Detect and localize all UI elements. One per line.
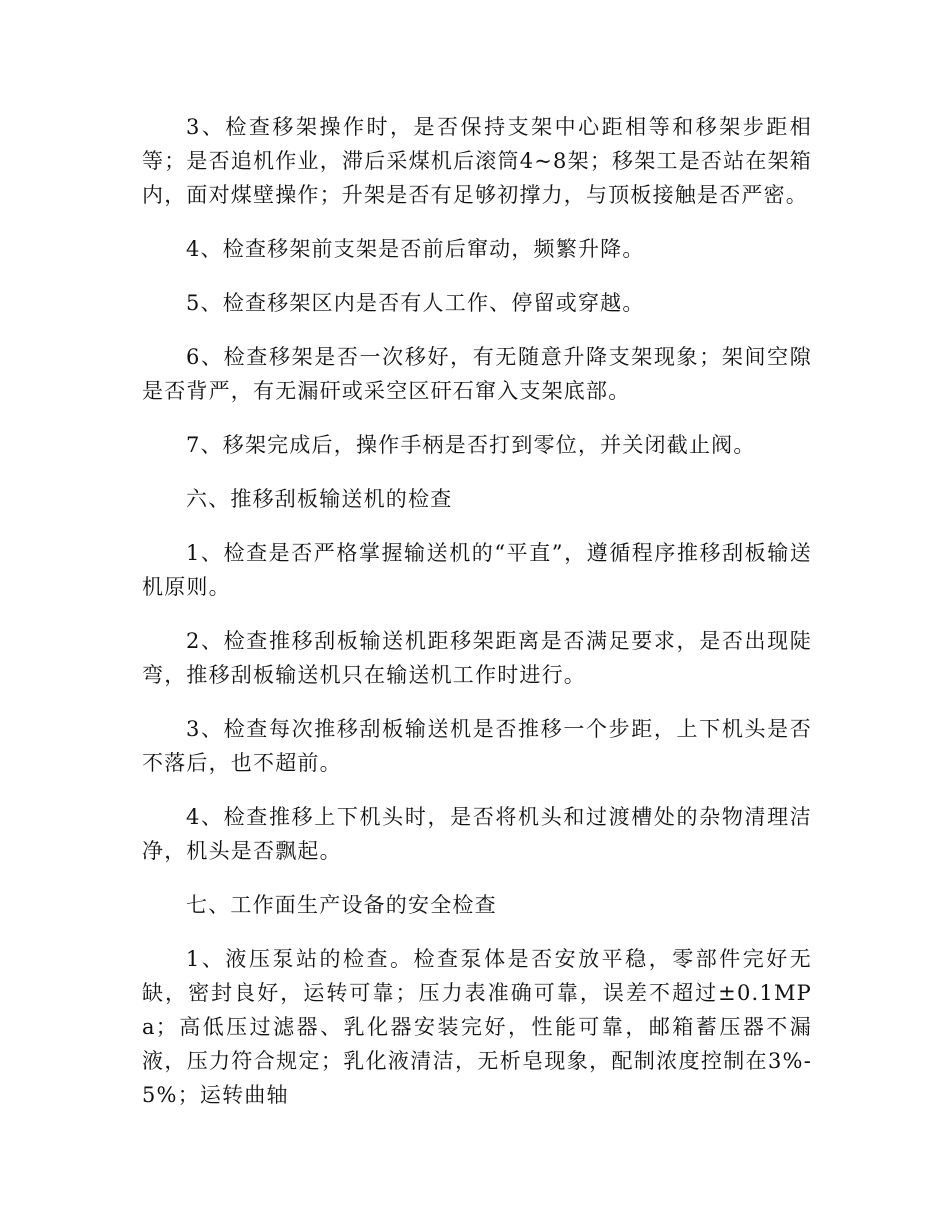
paragraph-conveyor-item-1: 1、检查是否严格掌握输送机的“平直”，遵循程序推移刮板输送机原则。 (142, 541, 812, 599)
paragraph-item-7-handle-zero: 7、移架完成后，操作手柄是否打到零位，并关闭截止阀。 (186, 433, 756, 457)
document-body (142, 110, 812, 1132)
paragraph-item-5-moving-zone: 5、检查移架区内是否有人工作、停留或穿越。 (186, 291, 645, 315)
paragraph-conveyor-item-2: 2、检查推移刮板输送机距移架距离是否满足要求，是否出现陡弯，推移刮板输送机只在输送机工作时进行。 (142, 629, 812, 687)
paragraph-item-4-front-support: 4、检查移架前支架是否前后窜动，频繁升降。 (186, 237, 645, 261)
paragraph-item-6-one-time-move: 6、检查移架是否一次移好，有无随意升降支架现象；架间空隙是否背严，有无漏矸或采空区矸石窜入支架底部。 (142, 345, 812, 403)
paragraph-conveyor-item-4: 4、检查推移上下机头时，是否将机头和过渡槽处的杂物清理洁净，机头是否飘起。 (142, 805, 812, 863)
paragraph-equipment-item-1: 1、液压泵站的检查。检查泵体是否安放平稳，零部件完好无缺，密封良好，运转可靠；压力表准确可靠，误差不超过±0.1MPa；高低压过滤器、乳化器安装完好，性能可靠，邮箱蓄压器不漏液，压力符合规定；乳化液清洁，无析皂现象，配制浓度控制在3%-5%；运转曲轴 (142, 947, 812, 1107)
section-heading-6-conveyor: 六、推移刮板输送机的检查 (186, 487, 453, 511)
paragraph-item-3-support-moving: 3、检查移架操作时，是否保持支架中心距相等和移架步距相等；是否追机作业，滞后采煤机后滚筒4~8架；移架工是否站在架箱内，面对煤壁操作；升架是否有足够初撑力，与顶板接触是否严密。 (142, 115, 812, 207)
section-heading-7-equipment: 七、工作面生产设备的安全检查 (186, 893, 497, 917)
paragraph-conveyor-item-3: 3、检查每次推移刮板输送机是否推移一个步距，上下机头是否不落后，也不超前。 (142, 717, 812, 775)
